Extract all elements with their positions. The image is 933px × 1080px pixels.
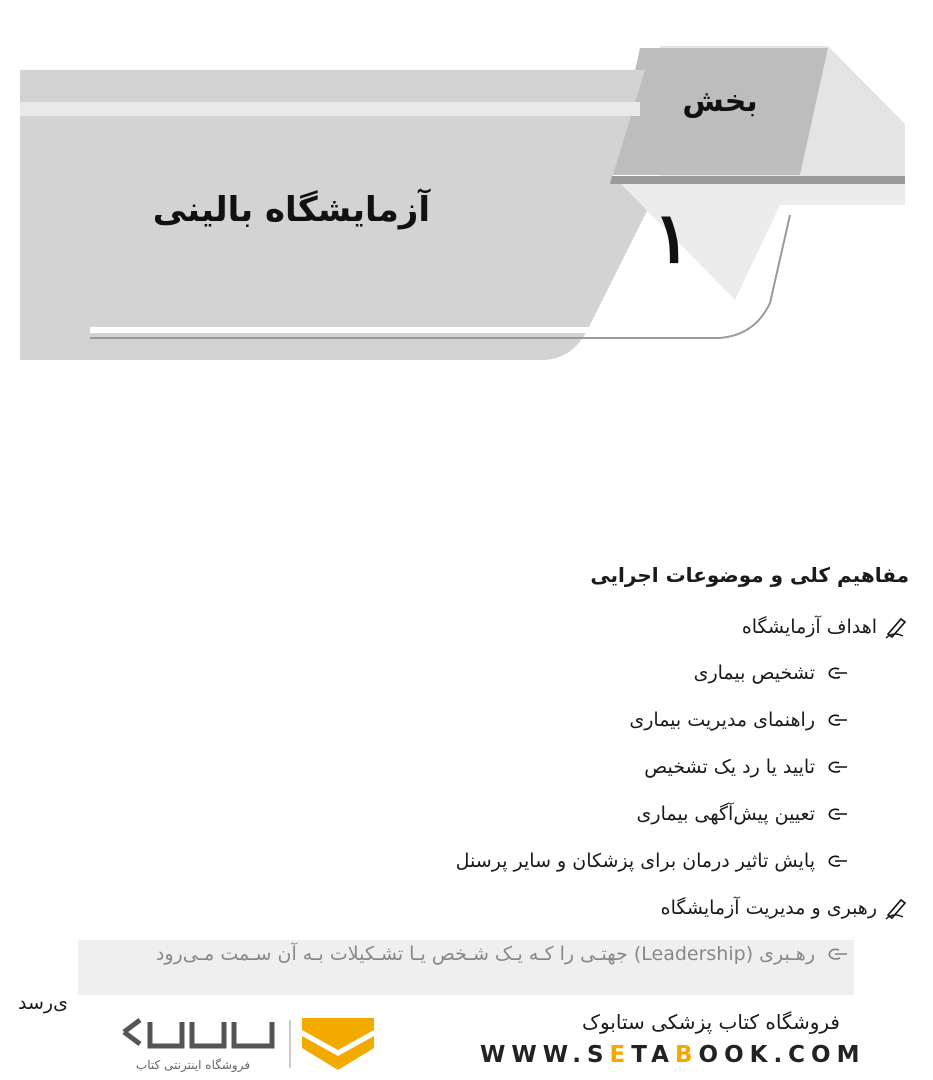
url-part-3: OOK.COM (698, 1042, 866, 1068)
objective-5: پایش تاثیر درمان برای پزشکان و سایر پرسنل (455, 850, 815, 872)
watermark-overlay (78, 940, 854, 995)
pointing-hand-icon (827, 665, 849, 681)
pointing-hand-icon (827, 853, 849, 869)
url-part-1: WWW.S (480, 1042, 610, 1068)
objective-4: تعیین پیش‌آگهی بیماری (636, 803, 815, 825)
url-accent-b: B (674, 1042, 699, 1068)
management-title (29, 893, 909, 923)
list-item (29, 752, 909, 782)
leadership-trail: ی‌رسد (18, 992, 68, 1014)
url-accent-e: E (609, 1042, 632, 1068)
list-item (29, 799, 909, 829)
objectives-title-text: اهداف آزمایشگاه (741, 616, 877, 638)
objective-3: تایید یا رد یک تشخیص (644, 756, 815, 778)
url-part-2: TA (631, 1042, 675, 1068)
pointing-hand-icon (827, 712, 849, 728)
writing-hand-icon (883, 614, 909, 640)
objective-1: تشخیص بیماری (693, 662, 815, 684)
objectives-title (29, 612, 909, 642)
objective-2: راهنمای مدیریت بیماری (629, 709, 815, 731)
store-name: فروشگاه کتاب پزشکی ستابوک (582, 1010, 840, 1034)
logo-caption: فروشگاه اینترنتی کتاب (135, 1058, 251, 1072)
chapter-number: ۱ (653, 196, 691, 279)
list-item (29, 846, 909, 876)
chapter-title: آزمایشگاه بالینی (152, 190, 430, 230)
store-url (480, 1042, 866, 1068)
pointing-hand-icon (827, 759, 849, 775)
chapter-content (29, 560, 909, 969)
list-item (29, 705, 909, 735)
list-item (29, 658, 909, 688)
section-label: بخش (682, 84, 758, 119)
management-title-text: رهبری و مدیریت آزمایشگاه (660, 897, 877, 919)
writing-hand-icon (883, 895, 909, 921)
section-heading: مفاهیم کلی و موضوعات اجرایی (590, 563, 909, 587)
pointing-hand-icon (827, 806, 849, 822)
